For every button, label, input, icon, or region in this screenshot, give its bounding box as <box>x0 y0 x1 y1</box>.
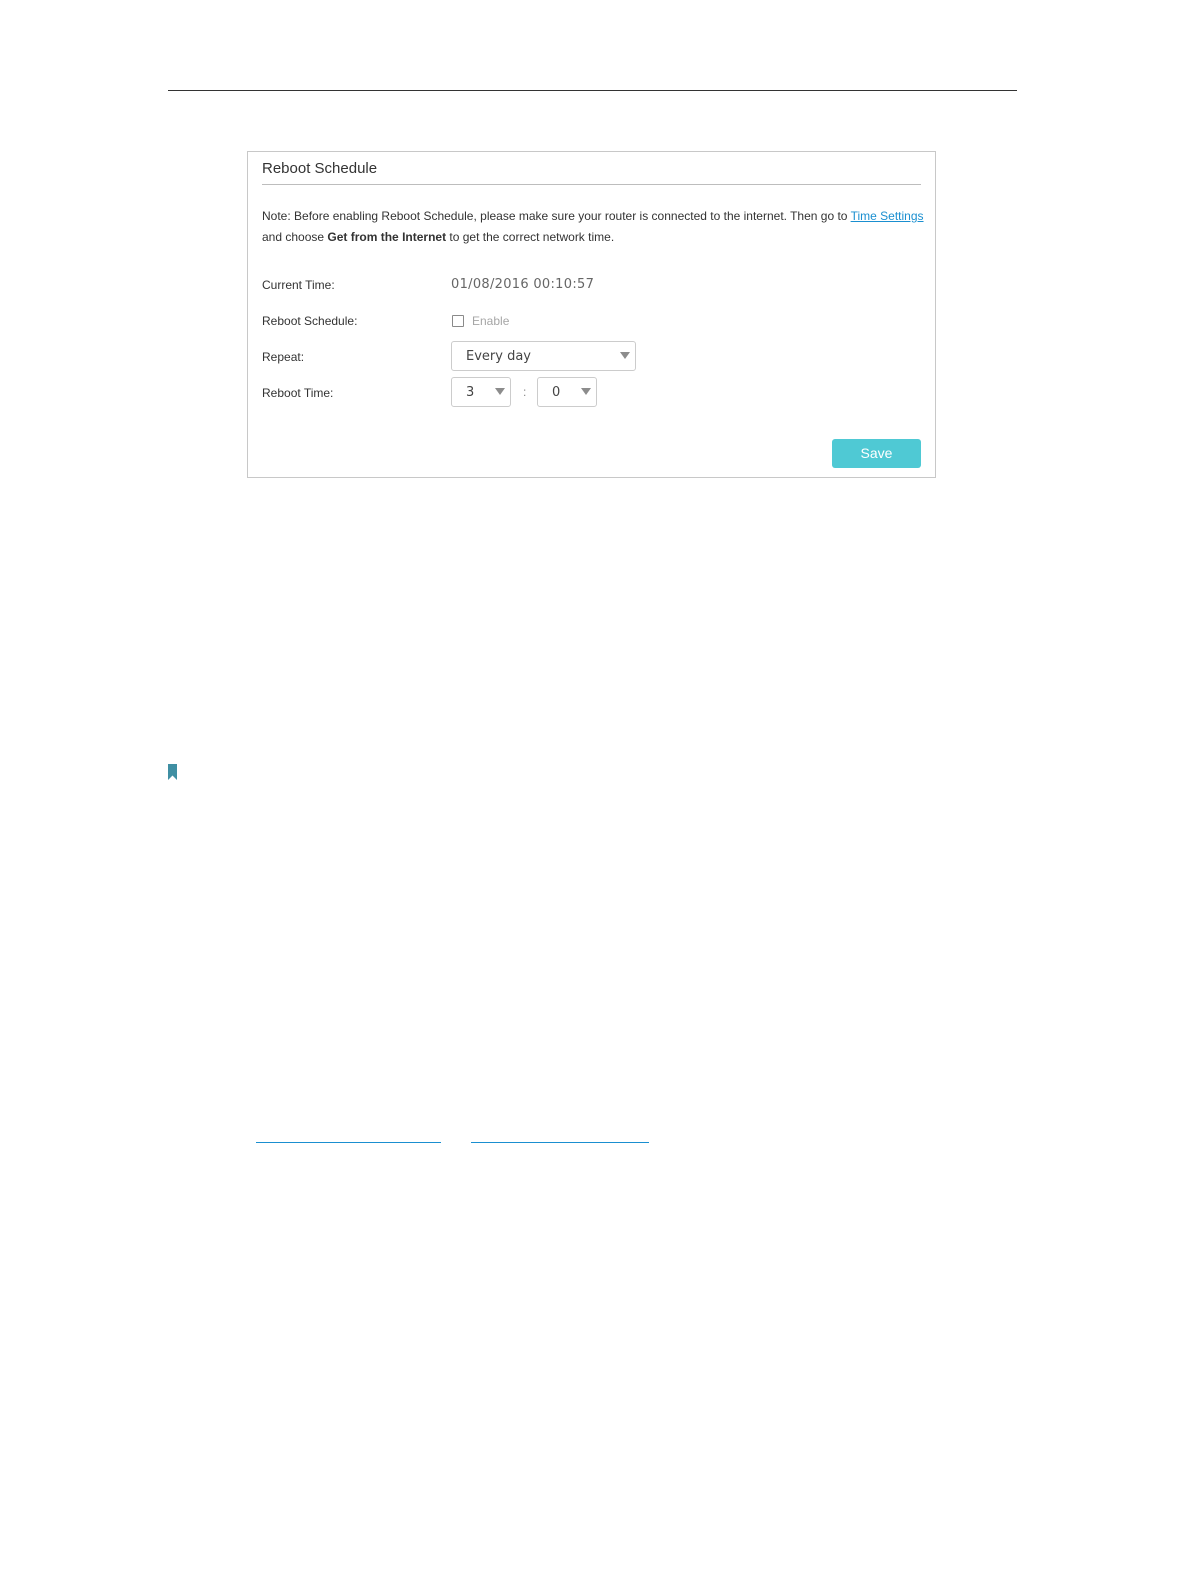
note-text <box>262 206 926 248</box>
reboot-time-label: Reboot Time: <box>262 386 334 400</box>
link-underline-right[interactable] <box>471 1142 649 1143</box>
reboot-schedule-label: Reboot Schedule: <box>262 314 358 328</box>
time-separator: : <box>523 385 527 399</box>
enable-checkbox[interactable] <box>452 314 509 328</box>
panel-divider <box>262 184 921 185</box>
current-time-value: 01/08/2016 00:10:57 <box>451 277 595 292</box>
header-rule <box>168 90 1017 91</box>
reboot-hour-select[interactable] <box>451 377 511 407</box>
chevron-down-icon <box>495 388 505 395</box>
enable-label[interactable]: Enable <box>472 314 510 328</box>
chevron-down-icon <box>620 352 630 359</box>
note-suffix: to get the correct network time. <box>446 230 615 244</box>
reboot-minute-value: 0 <box>552 385 561 400</box>
chevron-down-icon <box>581 388 591 395</box>
note-line2-prefix: and choose <box>262 230 328 244</box>
current-time-label: Current Time: <box>262 278 335 292</box>
reboot-schedule-panel <box>247 151 936 478</box>
bookmark-icon <box>168 764 177 780</box>
panel-title: Reboot Schedule <box>262 160 378 177</box>
repeat-select[interactable] <box>451 341 636 371</box>
save-button[interactable]: Save <box>832 439 921 468</box>
note-prefix: Note: Before enabling Reboot Schedule, please make sure your router is connected to the internet. Then go to <box>262 209 851 223</box>
reboot-hour-value: 3 <box>466 385 475 400</box>
note-bold: Get from the Internet <box>327 230 447 244</box>
time-settings-link[interactable]: Time Settings <box>850 209 924 223</box>
reboot-minute-select[interactable] <box>537 377 597 407</box>
repeat-select-value: Every day <box>466 349 531 364</box>
link-underline-left[interactable] <box>256 1142 441 1143</box>
repeat-label: Repeat: <box>262 350 305 364</box>
checkbox-icon[interactable] <box>452 315 464 327</box>
